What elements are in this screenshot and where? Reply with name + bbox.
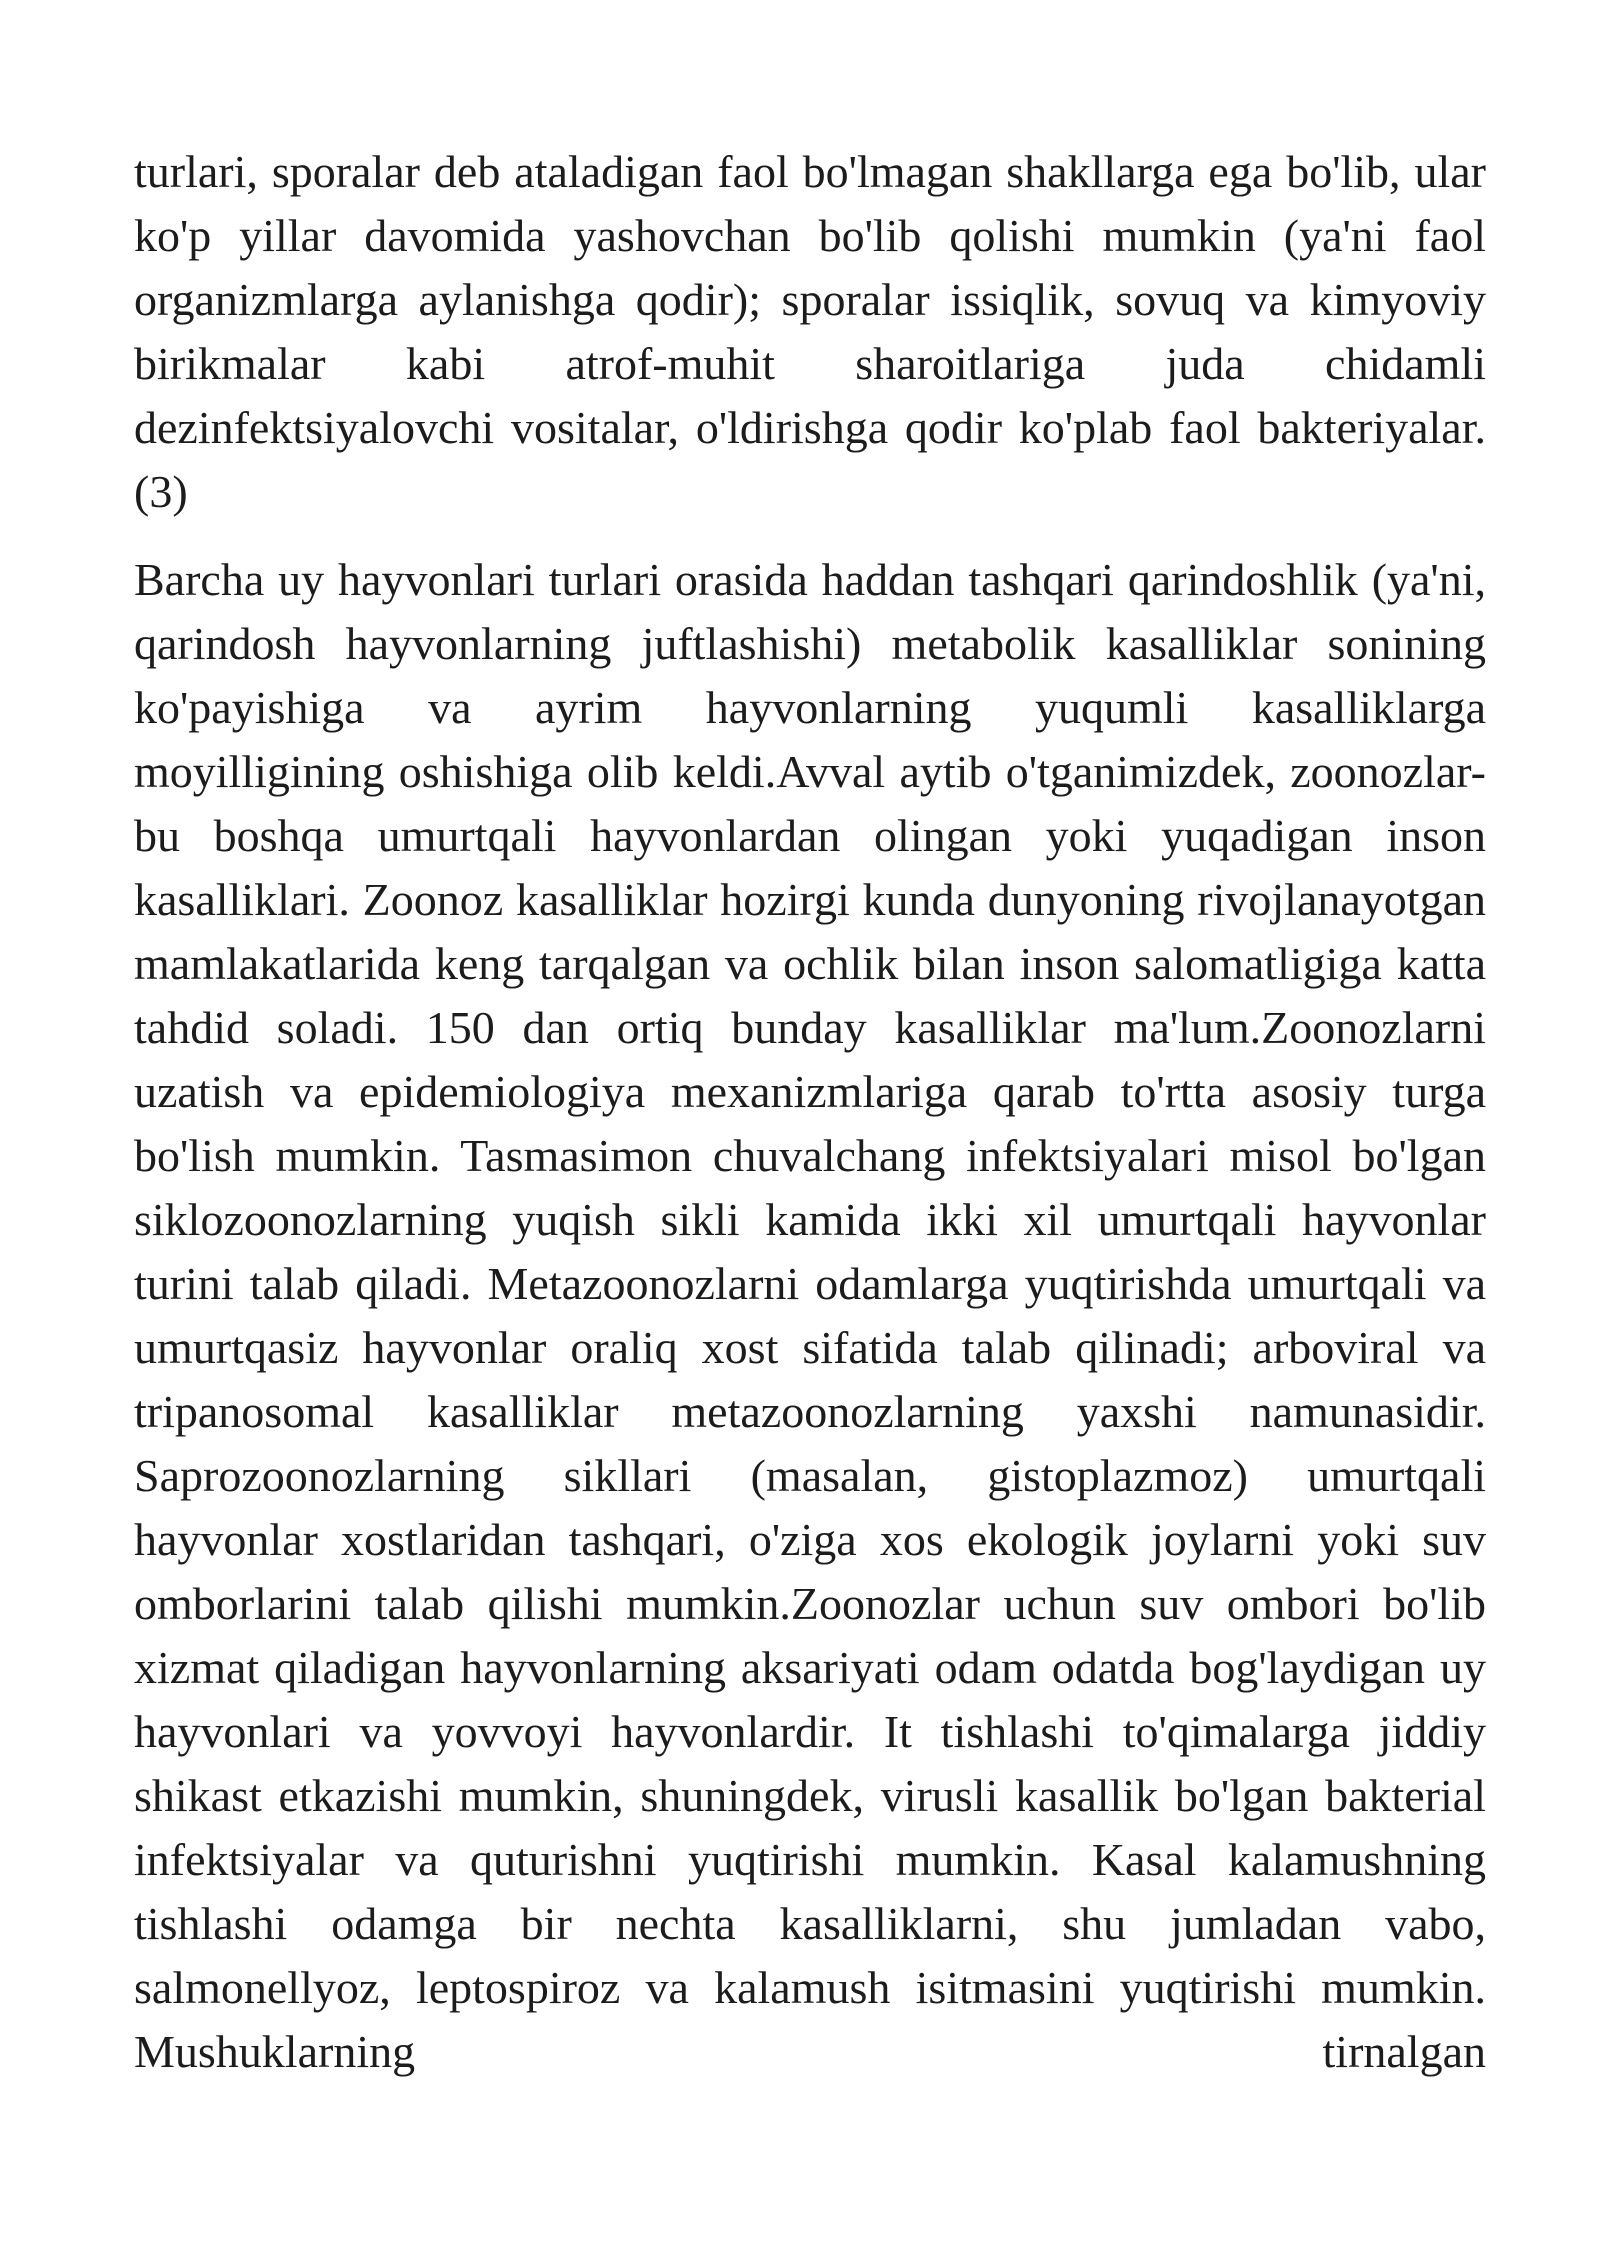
document-page [134, 140, 1486, 2084]
paragraph-zoonoses: Barcha uy hayvonlari turlari orasida haddan tashqari qarindoshlik (ya'ni, qarindosh hayvonlarning juftlashishi) metabolik kasalliklar sonining ko'payishiga va ayrim hayvonlarning yuqumli kasalliklarga moyilligining oshishiga olib keldi.Avval aytib o'tganimizdek, zoonozlar-bu boshqa umurtqali hayvonlardan olingan yoki yuqadigan inson kasalliklari. Zoonoz kasalliklar hozirgi kunda dunyoning rivojlanayotgan mamlakatlarida keng tarqalgan va ochlik bilan inson salomatligiga katta tahdid soladi. 150 dan ortiq bunday kasalliklar ma'lum.Zoonozlarni uzatish va epidemiologiya mexanizmlariga qarab to'rtta asosiy turga bo'lish mumkin. Tasmasimon chuvalchang infektsiyalari misol bo'lgan siklozoonozlarning yuqish sikli kamida ikki xil umurtqali hayvonlar turini talab qiladi. Metazoonozlarni odamlarga yuqtirishda umurtqali va umurtqasiz hayvonlar oraliq xost sifatida talab qilinadi; arboviral va tripanosomal kasalliklar metazoonozlarning yaxshi namunasidir. Saprozoonozlarning sikllari (masalan, gistoplazmoz) umurtqali hayvonlar xostlaridan tashqari, o'ziga xos ekologik joylarni yoki suv omborlarini talab qilishi mumkin.Zoonozlar uchun suv ombori bo'lib xizmat qiladigan hayvonlarning aksariyati odam odatda bog'laydigan uy hayvonlari va yovvoyi hayvonlardir. It tishlashi to'qimalarga jiddiy shikast etkazishi mumkin, shuningdek, virusli kasallik bo'lgan bakterial infektsiyalar va quturishni yuqtirishi mumkin. Kasal kalamushning tishlashi odamga bir nechta kasalliklarni, shu jumladan vabo, salmonellyoz, leptospiroz va kalamush isitmasini yuqtirishi mumkin. Mushuklarning tirnalgan [134, 554, 1486, 2077]
paragraph-spores: turlari, sporalar deb ataladigan faol bo'lmagan shakllarga ega bo'lib, ular ko'p yillar davomida yashovchan bo'lib qolishi mumkin (ya'ni faol organizmlarga aylanishga qodir); sporalar issiqlik, sovuq va kimyoviy birikmalar kabi atrof-muhit sharoitlariga juda chidamli dezinfektsiyalovchi vositalar, o'ldirishga qodir ko'plab faol bakteriyalar. (3) [134, 146, 1486, 517]
